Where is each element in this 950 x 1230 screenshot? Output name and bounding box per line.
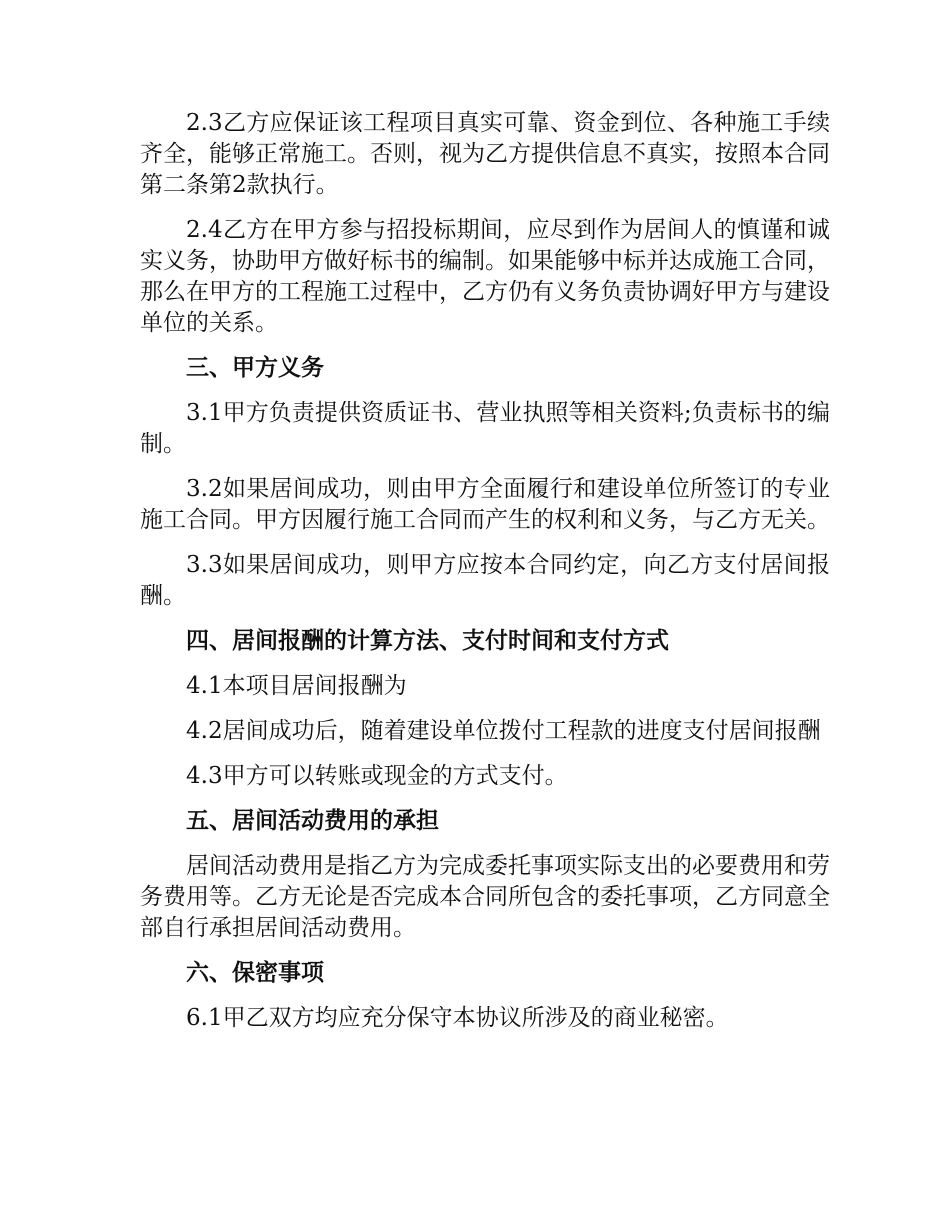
clause-5-body: 居间活动费用是指乙方为完成委托事项实际支出的必要费用和劳务费用等。乙方无论是否完成本合同所包含的委托事项，乙方同意全部自行承担居间活动费用。 <box>140 853 830 941</box>
section-heading-4: 四、居间报酬的计算方法、支付时间和支付方式 <box>186 628 669 654</box>
clause-6-1: 6.1甲乙双方均应充分保守本协议所涉及的商业秘密。 <box>186 1005 729 1031</box>
section-heading-3: 三、甲方义务 <box>186 355 324 381</box>
section-heading-6: 六、保密事项 <box>186 960 324 986</box>
clause-4-3: 4.3甲方可以转账或现金的方式支付。 <box>186 763 568 789</box>
clause-3-1: 3.1甲方负责提供资质证书、营业执照等相关资料;负责标书的编制。 <box>140 400 830 457</box>
clause-2-3: 2.3乙方应保证该工程项目真实可靠、资金到位、各种施工手续齐全，能够正常施工。否则，视为乙方提供信息不真实，按照本合同第二条第2款执行。 <box>140 110 830 198</box>
clause-3-2: 3.2如果居间成功，则由甲方全面履行和建设单位所签订的专业施工合同。甲方因履行施工合同而产生的权利和义务，与乙方无关。 <box>140 476 830 533</box>
clause-2-4: 2.4乙方在甲方参与招投标期间，应尽到作为居间人的慎谨和诚实义务，协助甲方做好标书的编制。如果能够中标并达成施工合同，那么在甲方的工程施工过程中，乙方仍有义务负责协调好甲方与建设单位的关系。 <box>140 217 830 336</box>
clause-4-2: 4.2居间成功后，随着建设单位拨付工程款的进度支付居间报酬 <box>186 718 821 744</box>
document-page <box>140 108 830 1048</box>
clause-4-1: 4.1本项目居间报酬为 <box>186 673 407 699</box>
section-heading-5: 五、居间活动费用的承担 <box>186 808 439 834</box>
clause-3-3: 3.3如果居间成功，则甲方应按本合同约定，向乙方支付居间报酬。 <box>140 552 830 609</box>
